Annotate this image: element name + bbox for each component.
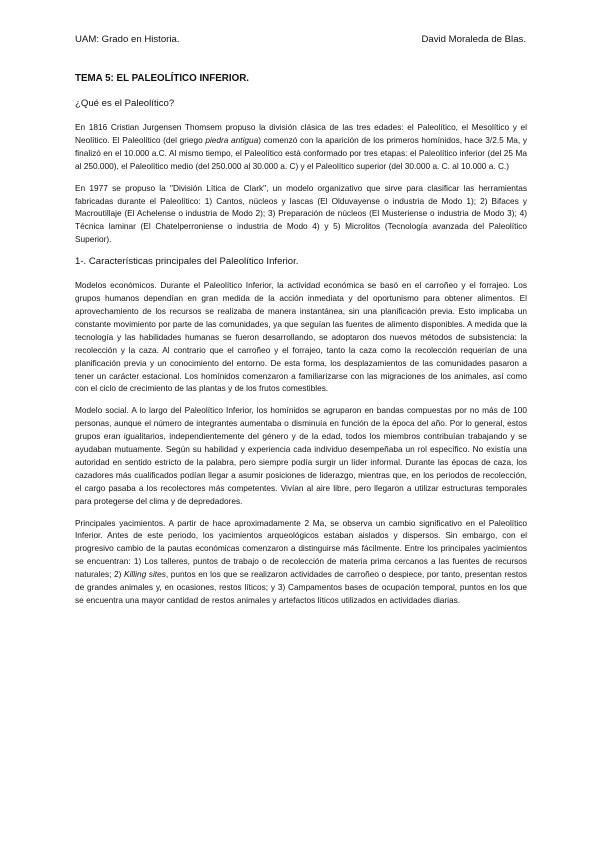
header-author: David Moraleda de Blas. xyxy=(421,34,526,45)
paragraph-intro-text-a: En 1816 Cristian Jurgensen Thomsem propuso la división clásica de las tres edades: el Paleolítico, el Mesolítico y el Neolítico. El Paleolítico (del griego xyxy=(75,122,527,145)
paragraph-sites xyxy=(75,517,527,607)
section-heading: 1-. Características principales del Paleolítico Inferior. xyxy=(75,256,299,268)
paragraph-economic: Modelos económicos. Durante el Paleolítico Inferior, la actividad económica se basó en el carroñeo y el forrajeo. Los grupos humanos dependían en gran medida de la acción inmediata y del oportunismo para obtener alimentos. El aprovechamiento de los recursos se realizaba de manera instantánea, sin una planificación previa. Esto implicaba un constante movimiento por parte de las comunidades, ya que seguían las fuentes de alimento disponibles. A medida que la tecnología y las habilidades humanas se fueron desarrollando, se adoptaron dos nuevos métodos de subsistencia: la recolección y la caza. Al contrario que el carroñeo y el forrajeo, tanto la caza como la recolección requerían de una planificación previa y un conocimiento del entorno. De esta forma, los desplazamientos de las comunidades pasaron a tener un carácter estacional. Los homínidos comenzaron a familiarizarse con las migraciones de los animales, así como con el ciclo de crecimiento de las plantas y de los frutos comestibles. xyxy=(75,280,527,394)
paragraph-clark: En 1977 se propuso la "División Lítica de Clark", un modelo organizativo que sirve para clasificar las herramientas fabricadas durante el Paleolítico: 1) Cantos, núcleos y lascas (El Olduvayense o industria de Modo 1); 2) Bifaces y Macroutillaje (El Achelense o industria de Modo 2); 3) Preparación de núcleos (El Musteriense o industria de Modo 3); 4) Técnica laminar (El Chatelperroniense o industria de Modo 4) y 5) Microlitos (Tecnología avanzada del Paleolítico Superior). xyxy=(75,182,527,245)
paragraph-intro-text-b: ) comenzó con la aparición de los primeros homínidos, hace 3/2.5 Ma, y finalizó en el 10.000 a.C. Al mismo tiempo, el Paleolítico está conformado por tres etapas: el Paleolítico inferior (del 25 Ma al 250.000), el Paleolítico medio (del 250.000 al 30.000 a. C) y el Paleolítico superior (del 30.000 a. C. al 10.000 a. C.) xyxy=(75,134,528,171)
paragraph-intro xyxy=(75,121,527,173)
page-title: TEMA 5: EL PALEOLÍTICO INFERIOR. xyxy=(75,73,249,84)
paragraph-sites-text-a: Principales yacimientos. A partir de hace aproximadamente 2 Ma, se observa un cambio significativo en el Paleolítico Inferior. Antes de este periodo, los yacimientos arqueológicos estaban aislados y dispersos. Sin embargo, con el progresivo cambio de la pautas económicas comenzaron a distinguirse más fácilmente. Entre los principales yacimientos se encuentran: 1) Los talleres, puntos de trabajo o de recolección de materia prima cercanos a las fuentes de recursos naturales; 2) xyxy=(75,517,527,580)
subtitle: ¿Qué es el Paleolítico? xyxy=(75,98,175,109)
paragraph-intro-emphasis: piedra antigua xyxy=(205,134,259,145)
paragraph-sites-emphasis: Killing sites xyxy=(124,569,166,580)
header-course: UAM: Grado en Historia. xyxy=(75,34,180,45)
paragraph-sites-text-b: , puntos en los que se realizaron actividades de carroñeo o despiece, por tanto, presentan restos de grandes animales y, en ocasiones, restos líticos; y 3) Campamentos bases de ocupación temporal, puntos en los que se encuentra una mayor cantidad de restos animales y artefactos líticos utilizados en actividades diarias. xyxy=(75,569,527,605)
document-body xyxy=(75,72,527,616)
page-header xyxy=(75,33,526,46)
paragraph-social: Modelo social. A lo largo del Paleolítico Inferior, los homínidos se agruparon en bandas compuestas por no más de 100 personas, aunque el número de integrantes aumentaba o disminuía en función de la época del año. Por lo general, estos grupos eran igualitarios, independientemente del género y de la edad, todos los miembros contribuían trabajando y se ayudaban mutuamente. Según su habilidad y experiencia cada individuo desempeñaba un rol específico. No existía una autoridad en sentido estricto de la palabra, pero siempre podía surgir un líder informal. Durante las épocas de caza, los cazadores más cualificados podían llegar a asumir posiciones de liderazgo, mientras que, en los periodos de recolección, el cargo pasaba a los recolectores más competentes. Vivían al aire libre, pero llegaron a utilizar estructuras temporales para protegerse del clima y de depredadores. xyxy=(75,405,527,506)
